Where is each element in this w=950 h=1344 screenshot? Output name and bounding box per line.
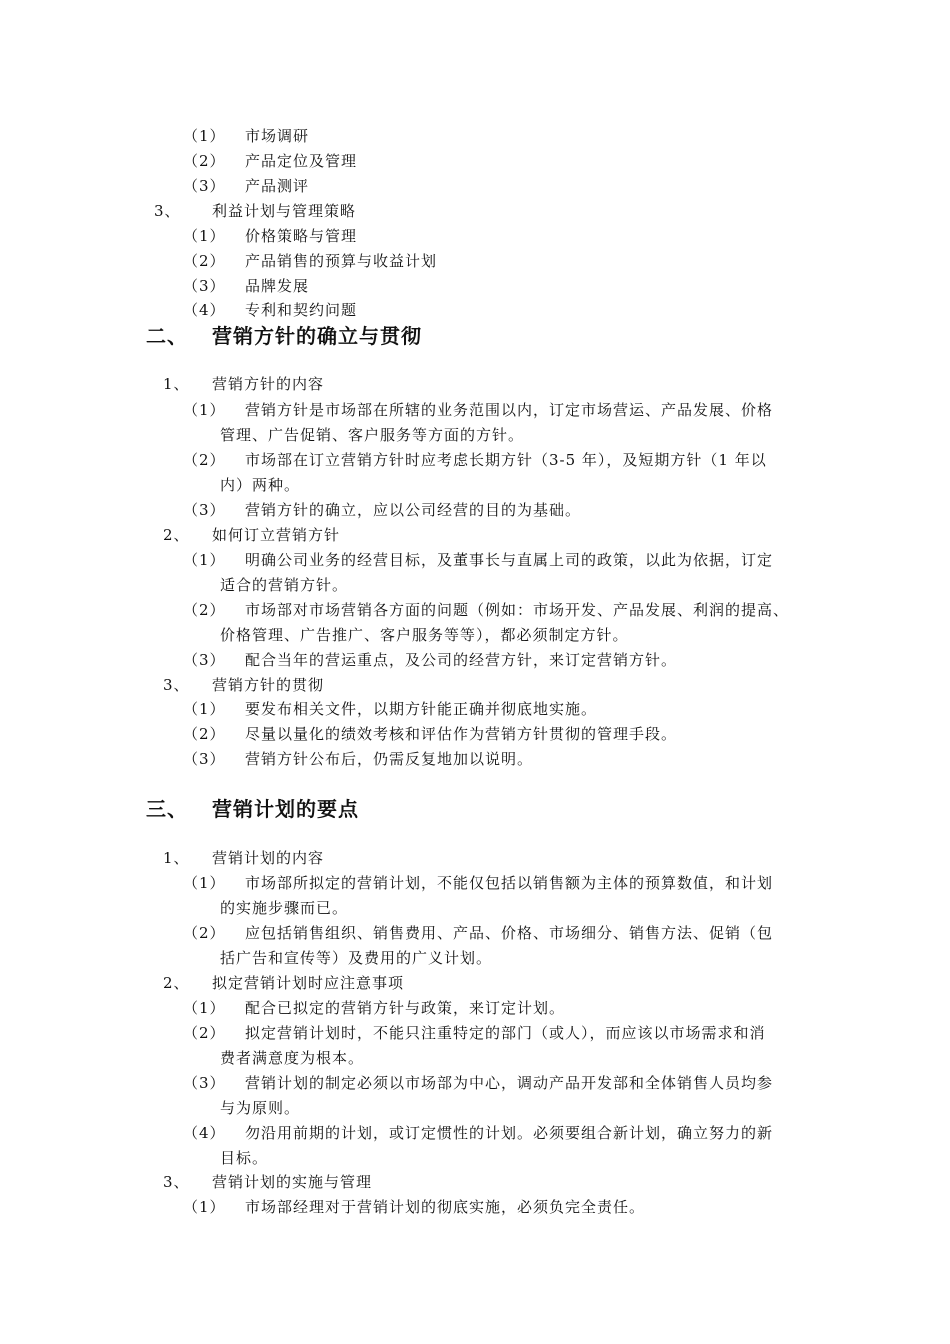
item-number: （2） xyxy=(183,152,226,170)
item-text: 营销方针的贯彻 xyxy=(212,676,325,694)
item-number: （1） xyxy=(183,127,226,145)
item-number: 3、 xyxy=(154,202,181,220)
item-text: 拟定营销计划时，不能只注重特定的部门（或人），而应该以市场需求和消 xyxy=(245,1024,766,1042)
item-text: 市场部所拟定的营销计划，不能仅包括以销售额为主体的预算数值，和计划 xyxy=(245,874,774,892)
item-text: 营销方针的内容 xyxy=(212,375,325,393)
item-number: （3） xyxy=(183,277,226,295)
section-title: 营销计划的要点 xyxy=(212,797,359,821)
item-number: 2、 xyxy=(163,526,190,544)
item-text: 营销计划的内容 xyxy=(212,849,325,867)
item-number: （1） xyxy=(183,874,226,892)
item-number: （1） xyxy=(183,700,226,718)
item-text: 明确公司业务的经营目标，及董事长与直属上司的政策，以此为依据，订定 xyxy=(245,551,774,569)
item-text: 利益计划与管理策略 xyxy=(212,202,357,220)
item-text: 品牌发展 xyxy=(245,277,310,295)
item-text: 要发布相关文件，以期方针能正确并彻底地实施。 xyxy=(245,700,598,718)
item-text-continued: 内）两种。 xyxy=(220,476,301,494)
item-number: （3） xyxy=(183,177,226,195)
item-number: 3、 xyxy=(163,1173,190,1191)
item-text: 产品销售的预算与收益计划 xyxy=(245,252,438,270)
item-text: 如何订立营销方针 xyxy=(212,526,341,544)
item-number: 2、 xyxy=(163,974,190,992)
item-text: 营销计划的制定必须以市场部为中心，调动产品开发部和全体销售人员均参 xyxy=(245,1074,774,1092)
item-text: 拟定营销计划时应注意事项 xyxy=(212,974,405,992)
item-text: 营销方针是市场部在所辖的业务范围以内，订定市场营运、产品发展、价格 xyxy=(245,401,774,419)
section-number: 二、 xyxy=(146,324,188,348)
item-number: （1） xyxy=(183,551,226,569)
item-text-continued: 费者满意度为根本。 xyxy=(220,1049,365,1067)
item-text: 勿沿用前期的计划，或订定惯性的计划。必须要组合新计划，确立努力的新 xyxy=(245,1124,774,1142)
item-text: 配合当年的营运重点，及公司的经营方针，来订定营销方针。 xyxy=(245,651,678,669)
section-title: 营销方针的确立与贯彻 xyxy=(212,324,422,348)
item-text-continued: 管理、广告促销、客户服务等方面的方针。 xyxy=(220,426,525,444)
item-text-continued: 括广告和宣传等）及费用的广义计划。 xyxy=(220,949,493,967)
section-number: 三、 xyxy=(146,797,188,821)
item-text-continued: 适合的营销方针。 xyxy=(220,576,349,594)
item-number: （2） xyxy=(183,451,226,469)
item-text-continued: 与为原则。 xyxy=(220,1099,301,1117)
item-number: （2） xyxy=(183,725,226,743)
item-text: 价格策略与管理 xyxy=(245,227,358,245)
item-text-continued: 的实施步骤而已。 xyxy=(220,899,349,917)
item-text: 应包括销售组织、销售费用、产品、价格、市场细分、销售方法、促销（包 xyxy=(245,924,774,942)
item-text-continued: 目标。 xyxy=(220,1149,269,1167)
item-text: 营销计划的实施与管理 xyxy=(212,1173,373,1191)
item-number: （3） xyxy=(183,651,226,669)
item-number: （1） xyxy=(183,1198,226,1216)
item-number: （2） xyxy=(183,601,226,619)
item-number: （4） xyxy=(183,1124,226,1142)
item-number: （4） xyxy=(183,301,226,319)
item-text: 市场部在订立营销方针时应考虑长期方针（3-5 年），及短期方针（1 年以 xyxy=(245,451,767,469)
item-text: 专利和契约问题 xyxy=(245,301,358,319)
item-text: 产品测评 xyxy=(245,177,310,195)
item-number: （2） xyxy=(183,252,226,270)
item-number: （3） xyxy=(183,750,226,768)
item-number: 1、 xyxy=(163,375,190,393)
item-text: 营销方针公布后，仍需反复地加以说明。 xyxy=(245,750,534,768)
item-text: 市场调研 xyxy=(245,127,310,145)
item-text: 配合已拟定的营销方针与政策，来订定计划。 xyxy=(245,999,566,1017)
item-number: （1） xyxy=(183,401,226,419)
item-text: 尽量以量化的绩效考核和评估作为营销方针贯彻的管理手段。 xyxy=(245,725,678,743)
item-text: 产品定位及管理 xyxy=(245,152,358,170)
item-number: 1、 xyxy=(163,849,190,867)
item-text-continued: 价格管理、广告推广、客户服务等等），都必须制定方针。 xyxy=(220,626,629,644)
item-text: 市场部经理对于营销计划的彻底实施，必须负完全责任。 xyxy=(245,1198,646,1216)
item-number: （1） xyxy=(183,227,226,245)
item-number: （3） xyxy=(183,501,226,519)
item-number: （3） xyxy=(183,1074,226,1092)
item-number: （2） xyxy=(183,1024,226,1042)
item-text: 市场部对市场营销各方面的问题（例如：市场开发、产品发展、利润的提高、 xyxy=(245,601,790,619)
item-text: 营销方针的确立，应以公司经营的目的为基础。 xyxy=(245,501,582,519)
item-number: （1） xyxy=(183,999,226,1017)
item-number: （2） xyxy=(183,924,226,942)
item-number: 3、 xyxy=(163,676,190,694)
